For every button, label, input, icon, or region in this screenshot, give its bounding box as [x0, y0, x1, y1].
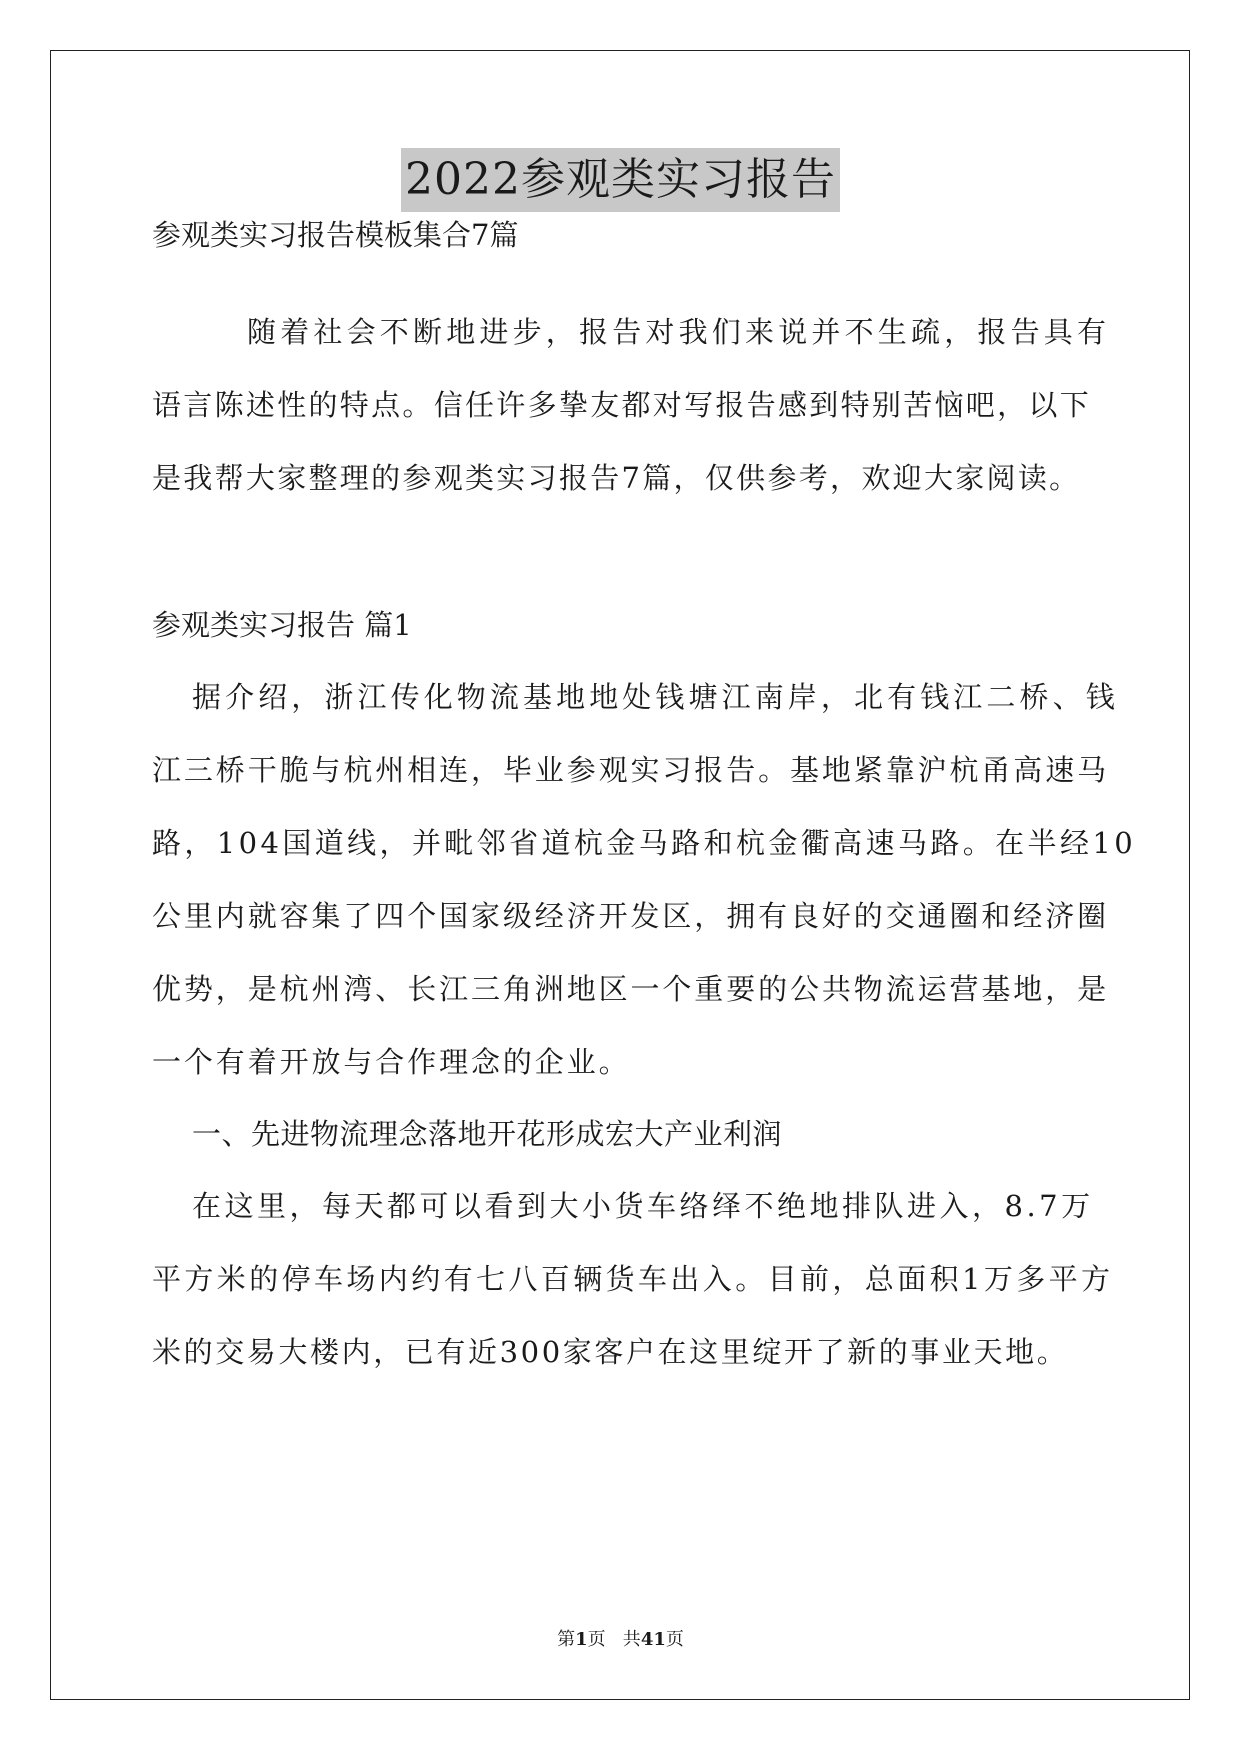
- para1-line-5: 优势，是杭州湾、长江三角洲地区一个重要的公共物流运营基地，是: [152, 972, 1110, 1006]
- page-footer: [0, 1628, 1241, 1652]
- para1-line-3: 路，104国道线，并毗邻省道杭金马路和杭金衢高速马路。在半经10: [152, 826, 1137, 860]
- document-title: 2022参观类实习报告: [401, 148, 840, 212]
- para2-line-3: 米的交易大楼内，已有近300家客户在这里绽开了新的事业天地。: [152, 1335, 1069, 1369]
- footer-prefix: 第: [557, 1629, 576, 1650]
- intro-line-1-text: 随着社会不断地进步，报告对我们来说并不生疏，报告具有: [247, 315, 1111, 349]
- intro-line-3: 是我帮大家整理的参观类实习报告7篇，仅供参考，欢迎大家阅读。: [152, 461, 1081, 495]
- title-container: [0, 148, 1241, 212]
- document-subtitle: 参观类实习报告模板集合7篇: [152, 218, 519, 252]
- footer-total-pages: 41: [640, 1629, 666, 1650]
- footer-suffix: 页: [665, 1629, 684, 1650]
- para2-line-1: 在这里，每天都可以看到大小货车络绎不绝地排队进入，8.7万: [192, 1189, 1094, 1223]
- page-border: [50, 50, 1190, 1700]
- para1-line-6: 一个有着开放与合作理念的企业。: [152, 1045, 631, 1079]
- para1-line-4: 公里内就容集了四个国家级经济开发区，拥有良好的交通圈和经济圈: [152, 899, 1110, 933]
- section-heading: 参观类实习报告 篇1: [152, 608, 412, 642]
- subheading-1: 一、先进物流理念落地开花形成宏大产业利润: [192, 1117, 783, 1151]
- para1-line-1: 据介绍，浙江传化物流基地地处钱塘江南岸，北有钱江二桥、钱: [192, 680, 1119, 714]
- intro-line-1: [247, 312, 1111, 352]
- footer-page-number: 1: [575, 1629, 588, 1650]
- para1-line-2: 江三桥干脆与杭州相连，毕业参观实习报告。基地紧靠沪杭甬高速马: [152, 753, 1110, 787]
- footer-mid: 页 共: [587, 1629, 641, 1650]
- para2-line-2: 平方米的停车场内约有七八百辆货车出入。目前，总面积1万多平方: [152, 1262, 1114, 1296]
- intro-line-2: 语言陈述性的特点。信任许多挚友都对写报告感到特别苦恼吧，以下: [152, 388, 1092, 422]
